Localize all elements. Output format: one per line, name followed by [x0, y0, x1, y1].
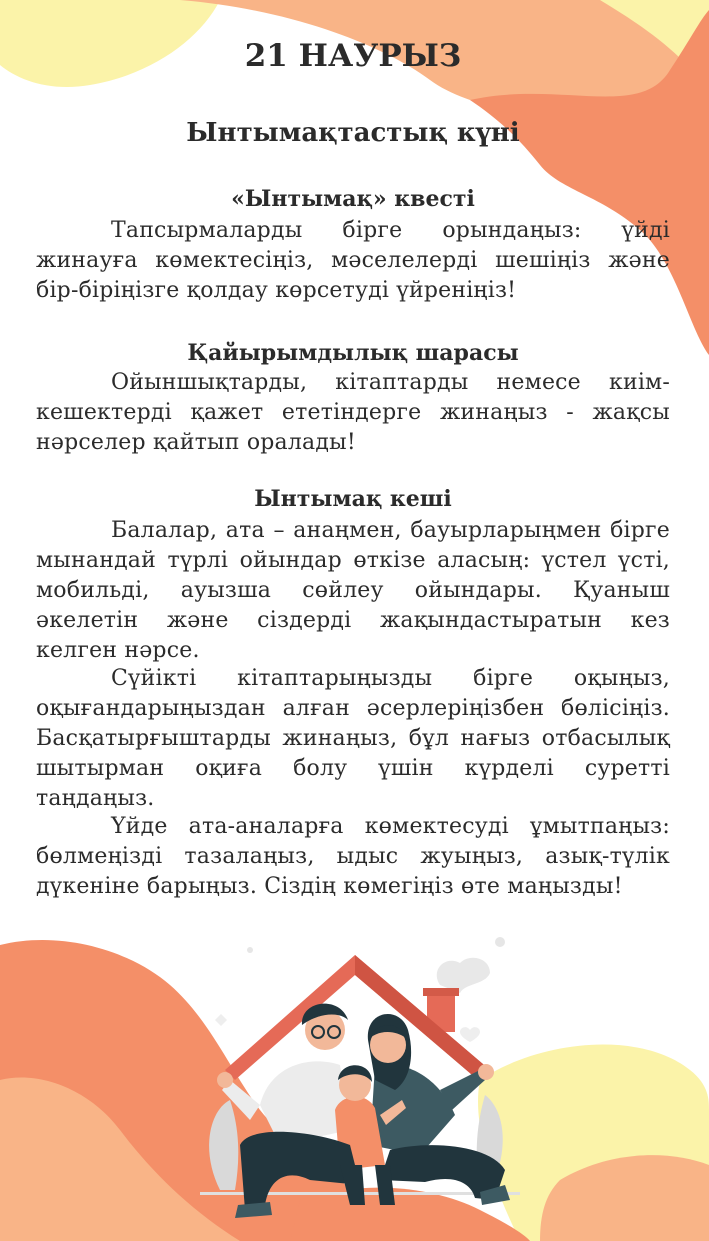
family-illustration [190, 930, 530, 1230]
section-text-quest: Тапсырмаларды бірге орындаңыз: үйді жинауға көмектесіңіз, мәселелерді шешіңіз және бір-біріңізге қолдау көрсетуді үйреніңіз! [36, 218, 670, 303]
section-title-charity: Қайырымдылық шарасы [187, 340, 519, 366]
page-title: Ынтымақтастық күні [186, 118, 520, 148]
section-text-evening-2: Сүйікті кітаптарыңызды бірге оқыңыз, оқығандарыңыздан алған әсерлеріңізбен бөлісіңіз. Басқатырғыштарды жинаңыз, бұл нағыз отбасылық шытырман оқиға болу үшін күрделі суретті таңдаңыз. [36, 666, 670, 811]
section-title-quest: «Ынтымақ» квесті [231, 186, 475, 212]
section-title-evening: Ынтымақ кеші [254, 486, 452, 512]
section-text-evening-1: Балалар, ата – анаңмен, бауырларыңмен бірге мынандай түрлі ойындар өткізе аласың: үстел үсті, мобильді, ауызша сөйлеу ойындары. Қуаныш әкелетін және сіздерді жақындастыратын кез келген нәрсе. [36, 518, 670, 663]
section-text-evening-3: Үйде ата-аналарға көмектесуді ұмытпаңыз: бөлмеңізді тазалаңыз, ыдыс жуыңыз, азық-түлік дүкеніне барыңыз. Сіздің көмегіңіз өте маңызды! [36, 814, 670, 899]
section-text-charity: Ойыншықтарды, кітаптарды немесе киім-кешектерді қажет ететіндерге жинаңыз - жақсы нәрселер қайтып оралады! [36, 370, 670, 455]
date-heading: 21 НАУРЫЗ [244, 38, 462, 74]
